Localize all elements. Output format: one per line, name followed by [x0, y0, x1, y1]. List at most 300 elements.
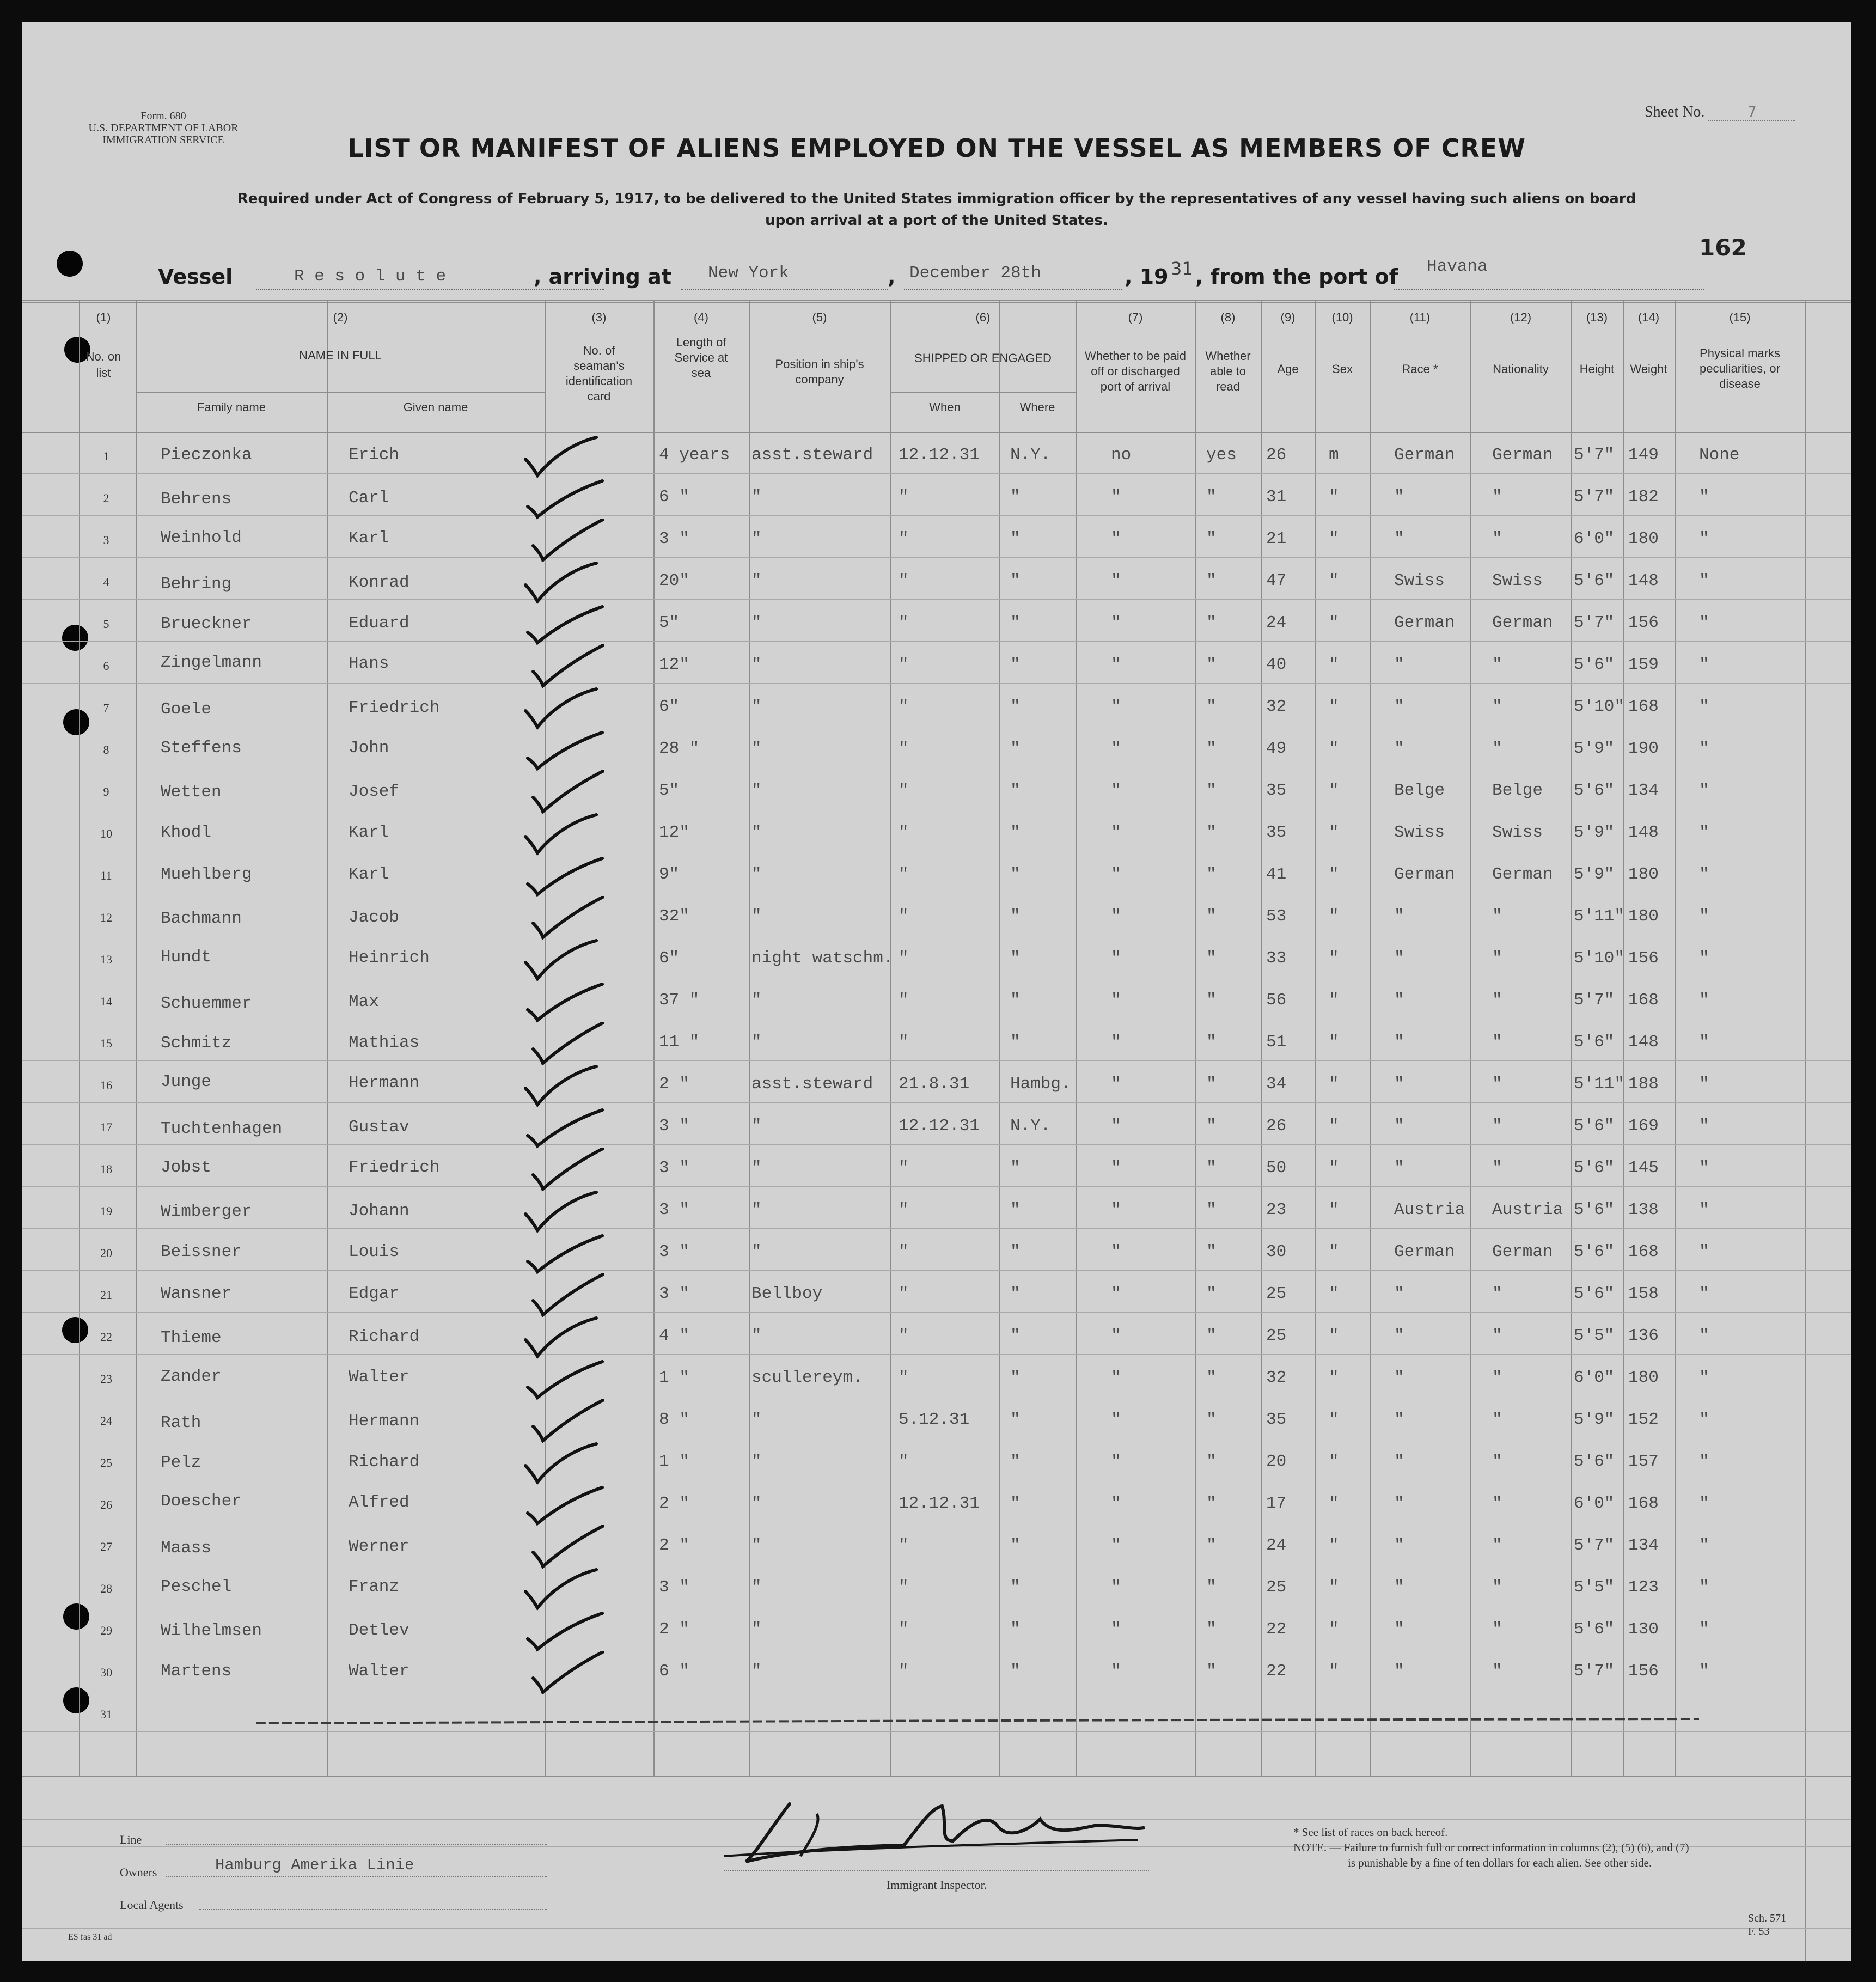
shipped-where: Hambg.	[1010, 1075, 1071, 1094]
length-of-service: 2 "	[659, 1620, 689, 1639]
able-to-read: "	[1206, 1075, 1217, 1094]
checkmark-icon	[527, 1148, 608, 1191]
age: 30	[1266, 1242, 1287, 1261]
race: Swiss	[1394, 823, 1445, 842]
inspector-signature	[724, 1792, 1149, 1874]
checkmark-icon	[520, 1064, 602, 1107]
owners-label: Owners	[120, 1865, 157, 1879]
height: 5'7"	[1574, 1662, 1615, 1681]
length-of-service: 6 "	[659, 1662, 689, 1681]
subtitle-line-2: upon arrival at a port of the United States.	[765, 212, 1108, 229]
shipped-where: "	[1010, 487, 1021, 507]
paid-off: "	[1111, 1326, 1121, 1345]
shipped-where: "	[1010, 1452, 1021, 1471]
paid-off: "	[1111, 1200, 1121, 1219]
race: "	[1394, 1284, 1404, 1303]
height: 5'11"	[1574, 1075, 1625, 1094]
shipped-where: "	[1010, 823, 1021, 842]
weight: 158	[1628, 1284, 1659, 1303]
col3-number: (3)	[591, 310, 607, 324]
race: German	[1394, 1242, 1455, 1261]
given-name: Hermann	[349, 1074, 420, 1093]
age: 31	[1266, 487, 1287, 507]
col6-header: SHIPPED OR ENGAGED	[914, 351, 1052, 365]
form-number: Form. 680	[140, 110, 186, 122]
length-of-service: 3 "	[659, 1117, 689, 1136]
given-name: Friedrich	[349, 1158, 440, 1178]
checkmark-icon	[527, 1399, 608, 1443]
physical-marks: "	[1699, 1494, 1709, 1513]
shipped-where: "	[1010, 1662, 1021, 1681]
length-of-service: 3 "	[659, 1200, 689, 1219]
height: 5'7"	[1574, 446, 1615, 465]
sex: "	[1329, 1536, 1339, 1555]
checkmark-icon	[520, 686, 602, 730]
table-row	[22, 1610, 1851, 1652]
paid-off: "	[1111, 487, 1121, 507]
length-of-service: 2 "	[659, 1494, 689, 1513]
given-name: Franz	[349, 1577, 400, 1597]
row-number: 10	[100, 827, 112, 840]
length-of-service: 32"	[659, 907, 689, 926]
length-of-service: 6"	[659, 697, 680, 716]
race: "	[1394, 655, 1404, 674]
footer-notes	[1293, 1825, 1689, 1870]
weight: 145	[1628, 1158, 1659, 1178]
paid-off: "	[1111, 823, 1121, 842]
shipped-where: "	[1010, 613, 1021, 632]
nationality: "	[1492, 1452, 1502, 1471]
physical-marks: "	[1699, 907, 1709, 926]
nationality: "	[1492, 1536, 1502, 1555]
family-name: Jobst	[161, 1157, 212, 1177]
ship-position: "	[751, 1117, 762, 1136]
shipped-where: N.Y.	[1010, 446, 1051, 465]
shipped-when: "	[899, 823, 909, 842]
inspector-underline	[724, 1869, 1149, 1871]
nationality: "	[1492, 991, 1502, 1010]
physical-marks: "	[1699, 571, 1709, 590]
shipped-when: "	[899, 865, 909, 884]
given-name: Detlev	[349, 1620, 410, 1640]
family-name: Zander	[161, 1367, 222, 1386]
height: 5'6"	[1574, 1033, 1615, 1052]
physical-marks: "	[1699, 949, 1709, 968]
given-name: John	[349, 739, 389, 758]
row-number: 4	[103, 575, 109, 589]
race: "	[1394, 1075, 1404, 1094]
checkmark-icon	[527, 1022, 608, 1065]
age: 49	[1266, 739, 1287, 758]
family-name: Wimberger	[161, 1202, 252, 1221]
sex: "	[1329, 487, 1339, 507]
manifest-page	[22, 22, 1851, 1961]
able-to-read: "	[1206, 823, 1217, 842]
row-number: 30	[100, 1666, 112, 1679]
line-label: Line	[120, 1833, 142, 1846]
table-row	[22, 1400, 1851, 1442]
physical-marks: None	[1699, 446, 1740, 465]
table-row	[22, 520, 1851, 562]
length-of-service: 3 "	[659, 1578, 689, 1597]
length-of-service: 6 "	[659, 487, 689, 507]
physical-marks: "	[1699, 1410, 1709, 1429]
family-name: Schuemmer	[161, 994, 252, 1013]
sex: "	[1329, 991, 1339, 1010]
able-to-read: "	[1206, 1242, 1217, 1261]
nationality: "	[1492, 487, 1502, 507]
sex: "	[1329, 1452, 1339, 1471]
length-of-service: 3 "	[659, 1158, 689, 1178]
table-row	[22, 729, 1851, 771]
paid-off: "	[1111, 865, 1121, 884]
col7-header: Whether to be paid off or discharged port of arrival	[1085, 349, 1186, 393]
table-row	[22, 1316, 1851, 1358]
race: "	[1394, 1326, 1404, 1345]
nationality: "	[1492, 1326, 1502, 1345]
paid-off: "	[1111, 1242, 1121, 1261]
height: 6'0"	[1574, 529, 1615, 548]
arriving-place: New York	[708, 264, 789, 283]
weight: 180	[1628, 865, 1659, 884]
family-name: Behring	[161, 575, 232, 594]
nationality: "	[1492, 1494, 1502, 1513]
row-number: 15	[100, 1036, 112, 1050]
race: "	[1394, 1494, 1404, 1513]
given-name: Gustav	[349, 1118, 410, 1137]
ship-position: "	[751, 1452, 762, 1471]
shipped-when: "	[899, 1242, 909, 1261]
family-name: Beissner	[161, 1242, 242, 1261]
height: 5'11"	[1574, 907, 1625, 926]
height: 6'0"	[1574, 1368, 1615, 1387]
table-row	[22, 1274, 1851, 1316]
checkmark-icon	[527, 1525, 608, 1569]
shipped-when: "	[899, 781, 909, 800]
paid-off: "	[1111, 1117, 1121, 1136]
shipped-where: "	[1010, 739, 1021, 758]
given-name: Walter	[349, 1367, 410, 1387]
physical-marks: "	[1699, 1158, 1709, 1178]
age: 56	[1266, 991, 1287, 1010]
length-of-service: 6"	[659, 949, 680, 968]
weight: 168	[1628, 1494, 1659, 1513]
age: 17	[1266, 1494, 1287, 1513]
weight: 156	[1628, 613, 1659, 632]
able-to-read: "	[1206, 1033, 1217, 1052]
checkmark-icon	[523, 1483, 605, 1527]
given-name: Walter	[349, 1662, 410, 1681]
sex: "	[1329, 823, 1339, 842]
paid-off: "	[1111, 1075, 1121, 1094]
height: 5'6"	[1574, 655, 1615, 674]
length-of-service: 11 "	[659, 1033, 700, 1052]
shipped-when: "	[899, 613, 909, 632]
height: 5'6"	[1574, 1284, 1615, 1303]
physical-marks: "	[1699, 739, 1709, 758]
checkmark-icon	[523, 602, 605, 646]
nationality: Swiss	[1492, 571, 1543, 590]
table-row	[22, 897, 1851, 939]
row-number: 1	[103, 449, 109, 463]
length-of-service: 2 "	[659, 1536, 689, 1555]
length-of-service: 3 "	[659, 1284, 689, 1303]
family-name: Rath	[161, 1413, 201, 1432]
weight: 123	[1628, 1578, 1659, 1597]
row-number: 2	[103, 491, 109, 505]
ship-position: "	[751, 1242, 762, 1261]
col12-header: Nationality	[1493, 362, 1549, 376]
weight: 134	[1628, 781, 1659, 800]
race: "	[1394, 1452, 1404, 1471]
checkmark-icon	[520, 1441, 602, 1485]
able-to-read: "	[1206, 1117, 1217, 1136]
family-name: Schmitz	[161, 1033, 232, 1053]
col1-number: (1)	[96, 310, 111, 324]
ship-position: "	[751, 697, 762, 716]
physical-marks: "	[1699, 1284, 1709, 1303]
shipped-when: "	[899, 1200, 909, 1219]
race: "	[1394, 991, 1404, 1010]
table-row	[22, 1233, 1851, 1274]
shipped-when: "	[899, 991, 909, 1010]
height: 5'7"	[1574, 487, 1615, 507]
race: "	[1394, 907, 1404, 926]
physical-marks: "	[1699, 1033, 1709, 1052]
row-number: 19	[100, 1204, 112, 1218]
checkmark-icon	[520, 1190, 602, 1233]
nationality: German	[1492, 865, 1553, 884]
shipped-when: "	[899, 1368, 909, 1387]
race: "	[1394, 1117, 1404, 1136]
age: 25	[1266, 1284, 1287, 1303]
height: 5'6"	[1574, 1158, 1615, 1178]
physical-marks: "	[1699, 1200, 1709, 1219]
given-name: Heinrich	[349, 948, 430, 967]
able-to-read: "	[1206, 1620, 1217, 1639]
checkmark-icon	[523, 1609, 605, 1652]
family-name: Pieczonka	[161, 446, 252, 465]
length-of-service: 5"	[659, 613, 680, 632]
height: 5'9"	[1574, 865, 1615, 884]
ship-position: night watschm.	[751, 949, 894, 968]
physical-marks: "	[1699, 1326, 1709, 1345]
ship-position: "	[751, 1620, 762, 1639]
able-to-read: "	[1206, 487, 1217, 507]
length-of-service: 5"	[659, 781, 680, 800]
nationality: German	[1492, 446, 1553, 465]
table-row	[22, 813, 1851, 855]
row-number: 16	[100, 1078, 112, 1092]
row-number: 14	[100, 995, 112, 1008]
checkmark-icon	[523, 728, 605, 772]
col3-header: No. of seaman's identification card	[565, 344, 633, 403]
ship-position: "	[751, 739, 762, 758]
given-name: Carl	[349, 488, 389, 508]
race: German	[1394, 613, 1455, 632]
age: 23	[1266, 1200, 1287, 1219]
sex: "	[1329, 1620, 1339, 1639]
weight: 180	[1628, 1368, 1659, 1387]
sex: "	[1329, 1410, 1339, 1429]
weight: 148	[1628, 571, 1659, 590]
age: 22	[1266, 1662, 1287, 1681]
age: 35	[1266, 823, 1287, 842]
physical-marks: "	[1699, 865, 1709, 884]
ship-position: "	[751, 1200, 762, 1219]
row-number: 17	[100, 1120, 112, 1134]
given-name: Alfred	[349, 1493, 410, 1513]
sex: "	[1329, 1033, 1339, 1052]
year-prefix: , 19	[1125, 265, 1169, 289]
weight: 138	[1628, 1200, 1659, 1219]
paid-off: "	[1111, 1536, 1121, 1555]
length-of-service: 37 "	[659, 991, 700, 1010]
shipped-when: "	[899, 697, 909, 716]
table-row	[22, 687, 1851, 729]
row-number: 22	[100, 1330, 112, 1344]
ship-position: "	[751, 1578, 762, 1597]
physical-marks: "	[1699, 697, 1709, 716]
shipped-where: "	[1010, 1368, 1021, 1387]
checkmark-icon	[523, 1231, 605, 1275]
age: 22	[1266, 1620, 1287, 1639]
age: 47	[1266, 571, 1287, 590]
table-row	[22, 478, 1851, 520]
race: "	[1394, 1368, 1404, 1387]
height: 5'6"	[1574, 1200, 1615, 1219]
race: "	[1394, 487, 1404, 507]
length-of-service: 9"	[659, 865, 680, 884]
given-name: Johann	[349, 1201, 410, 1221]
weight: 156	[1628, 949, 1659, 968]
nationality: "	[1492, 1033, 1502, 1052]
able-to-read: "	[1206, 949, 1217, 968]
physical-marks: "	[1699, 1075, 1709, 1094]
shipped-when: "	[899, 1620, 909, 1639]
row-number: 9	[103, 785, 109, 798]
shipped-where: "	[1010, 1494, 1021, 1513]
agents-underline	[199, 1909, 547, 1910]
physical-marks: "	[1699, 487, 1709, 507]
age: 35	[1266, 1410, 1287, 1429]
race: "	[1394, 1578, 1404, 1597]
family-name: Brueckner	[161, 614, 252, 633]
checkmark-icon	[520, 1315, 602, 1359]
ship-position: "	[751, 613, 762, 632]
row-number: 7	[103, 701, 109, 715]
row-number: 12	[100, 911, 112, 924]
table-row	[22, 1526, 1851, 1568]
weight: 168	[1628, 991, 1659, 1010]
row-number: 20	[100, 1246, 112, 1260]
sex: "	[1329, 529, 1339, 548]
col2-family-header: Family name	[197, 400, 266, 414]
age: 33	[1266, 949, 1287, 968]
ship-position: "	[751, 1033, 762, 1052]
paid-off: "	[1111, 697, 1121, 716]
weight: 130	[1628, 1620, 1659, 1639]
weight: 157	[1628, 1452, 1659, 1471]
shipped-when: "	[899, 1033, 909, 1052]
paid-off: "	[1111, 1662, 1121, 1681]
table-row	[22, 1107, 1851, 1149]
paid-off: no	[1111, 446, 1132, 465]
able-to-read: "	[1206, 1536, 1217, 1555]
paid-off: "	[1111, 571, 1121, 590]
shipped-when: "	[899, 1452, 909, 1471]
ship-position: Bellboy	[751, 1284, 823, 1303]
from-port-label: , from the port of	[1195, 265, 1398, 289]
ship-position: "	[751, 487, 762, 507]
race: "	[1394, 529, 1404, 548]
race: "	[1394, 697, 1404, 716]
row-number: 3	[103, 533, 109, 547]
able-to-read: yes	[1206, 446, 1237, 465]
nationality: "	[1492, 697, 1502, 716]
paid-off: "	[1111, 1158, 1121, 1178]
given-name: Hans	[349, 654, 389, 674]
table-row	[22, 981, 1851, 1023]
race: "	[1394, 739, 1404, 758]
shipped-when: "	[899, 907, 909, 926]
height: 5'6"	[1574, 1452, 1615, 1471]
able-to-read: "	[1206, 781, 1217, 800]
col8-number: (8)	[1220, 310, 1236, 324]
ship-position: "	[751, 1536, 762, 1555]
physical-marks: "	[1699, 1452, 1709, 1471]
row-number: 31	[100, 1707, 112, 1721]
shipped-when: 12.12.31	[899, 1494, 980, 1513]
weight: 136	[1628, 1326, 1659, 1345]
shipped-where: "	[1010, 529, 1021, 548]
col1-header: No. on list	[85, 350, 121, 380]
weight: 190	[1628, 739, 1659, 758]
col11-number: (11)	[1409, 310, 1431, 324]
table-row	[22, 1652, 1851, 1694]
shipped-where: "	[1010, 571, 1021, 590]
checkmark-icon	[523, 1106, 605, 1149]
ship-position: "	[751, 1326, 762, 1345]
from-port: Havana	[1427, 257, 1488, 276]
ship-position: "	[751, 991, 762, 1010]
length-of-service: 1 "	[659, 1368, 689, 1387]
table-row	[22, 436, 1851, 478]
vessel-label: Vessel	[158, 265, 233, 289]
given-name: Konrad	[349, 573, 410, 592]
family-name: Behrens	[161, 489, 232, 509]
height: 5'6"	[1574, 1242, 1615, 1261]
shipped-when: "	[899, 487, 909, 507]
checkmark-icon	[527, 896, 608, 940]
paid-off: "	[1111, 529, 1121, 548]
col2-number: (2)	[333, 310, 348, 324]
race: "	[1394, 1158, 1404, 1178]
paid-off: "	[1111, 1368, 1121, 1387]
sex: "	[1329, 697, 1339, 716]
schedule-code	[1748, 1912, 1786, 1938]
col2-given-header: Given name	[403, 400, 468, 414]
shipped-where: N.Y.	[1010, 1117, 1051, 1136]
age: 32	[1266, 1368, 1287, 1387]
race: "	[1394, 949, 1404, 968]
sex: "	[1329, 1326, 1339, 1345]
height: 5'7"	[1574, 613, 1615, 632]
ship-position: "	[751, 1410, 762, 1429]
table-row	[22, 1358, 1851, 1400]
weight: 180	[1628, 529, 1659, 548]
height: 5'9"	[1574, 739, 1615, 758]
